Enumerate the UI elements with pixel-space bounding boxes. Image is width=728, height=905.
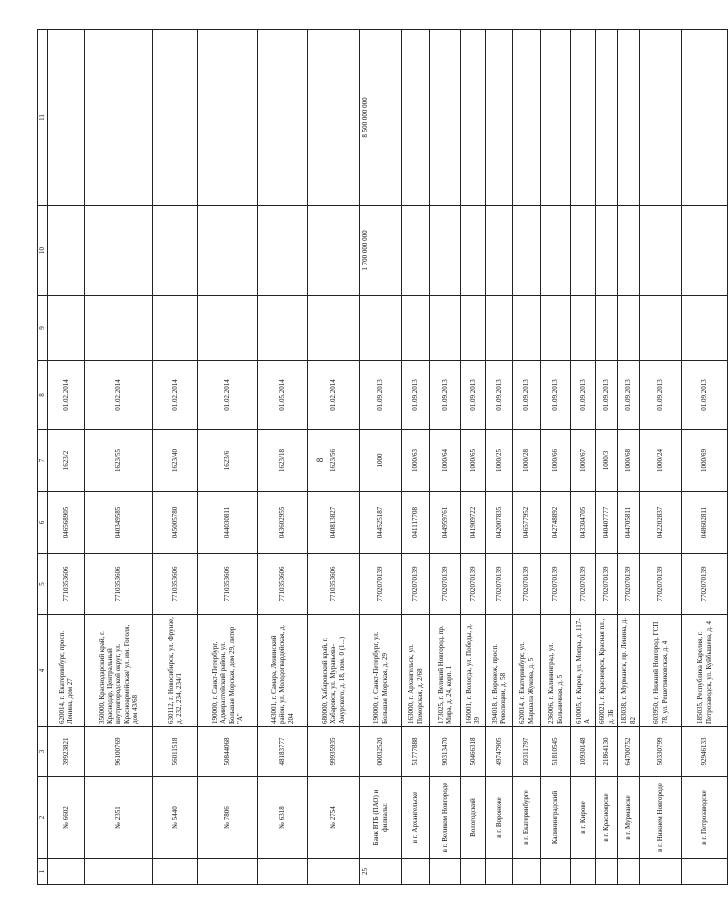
branch-name-cell: № 2351 [85, 777, 153, 859]
address-cell: 660021, г. Красноярск, Красная пл., д. 3Б [596, 615, 618, 727]
date-cell: 01.09.2013 [430, 361, 461, 430]
address-cell: 630112, г. Новосибирск, ул. Фрунзе, д. 232, 234, 234/1 [153, 615, 198, 727]
bik-cell: 045005780 [153, 492, 198, 554]
column-number-4: 4 [38, 615, 48, 727]
limit-cell [153, 30, 198, 206]
amount-cell [430, 206, 461, 296]
code-cell: 39923821 [48, 727, 85, 777]
branch-name-cell: в г. Екатеринбурге [513, 777, 541, 859]
branch-name-cell: в г. Мурманске [618, 777, 640, 859]
code-cell: 51777888 [402, 727, 430, 777]
row-number-cell [618, 859, 640, 885]
address-cell: 620014, г. Екатеринбург, ул. Маршала Жукова, д. 5 [513, 615, 541, 727]
date-cell: 01.09.2013 [461, 361, 486, 430]
column-number-5: 5 [38, 554, 48, 615]
col9-cell [430, 296, 461, 361]
bik-cell: 042202837 [640, 492, 682, 554]
bik-cell: 043602955 [258, 492, 308, 554]
table-row [486, 30, 513, 885]
limit-cell [461, 30, 486, 206]
bik-cell: 048602811 [682, 492, 728, 554]
limit-cell [48, 30, 85, 206]
bik-cell: 044959761 [430, 492, 461, 554]
limit-cell [430, 30, 461, 206]
rotated-page [37, 30, 713, 885]
amount-cell [640, 206, 682, 296]
date-cell: 01.09.2013 [596, 361, 618, 430]
address-cell: 173025, г. Великий Новгород, пр. Мира, д. 24, корп. 1 [430, 615, 461, 727]
address-cell: 394018, г. Воронеж, просп. Революции, д. 58 [486, 615, 513, 727]
branch-name-cell: № 2754 [308, 777, 360, 859]
bik-cell: 044525187 [360, 492, 402, 554]
limit-cell [682, 30, 728, 206]
code-cell: 50330799 [640, 727, 682, 777]
col9-cell [682, 296, 728, 361]
column-number-7: 7 [38, 430, 48, 492]
table-row [513, 30, 541, 885]
amount-cell [308, 206, 360, 296]
bik-cell: 041117708 [402, 492, 430, 554]
limit-cell [308, 30, 360, 206]
limit-cell [541, 30, 571, 206]
branch-name-cell: в г. Архангельске [402, 777, 430, 859]
col9-cell [596, 296, 618, 361]
reg-number-cell: 1000/25 [486, 430, 513, 492]
date-cell: 01.09.2013 [618, 361, 640, 430]
date-cell: 01.05.2014 [258, 361, 308, 430]
inn-cell: 7702070139 [402, 554, 430, 615]
row-number-cell [153, 859, 198, 885]
col9-cell [153, 296, 198, 361]
table-row [618, 30, 640, 885]
table-row [640, 30, 682, 885]
amount-cell [682, 206, 728, 296]
column-number-3: 3 [38, 727, 48, 777]
inn-cell: 7702070139 [640, 554, 682, 615]
code-cell: 48183777 [258, 727, 308, 777]
bik-cell: 042007835 [486, 492, 513, 554]
row-number-cell [513, 859, 541, 885]
row-number-cell [682, 859, 728, 885]
date-cell: 01.09.2013 [486, 361, 513, 430]
branch-name-cell: № 5440 [153, 777, 198, 859]
date-cell: 01.09.2013 [640, 361, 682, 430]
date-cell: 01.09.2013 [402, 361, 430, 430]
reg-number-cell: 1000/28 [513, 430, 541, 492]
col9-cell [258, 296, 308, 361]
col9-cell [571, 296, 596, 361]
column-number-2: 2 [38, 777, 48, 859]
code-cell: 50311797 [513, 727, 541, 777]
code-cell: 56011518 [153, 727, 198, 777]
limit-cell [258, 30, 308, 206]
limit-cell [596, 30, 618, 206]
branch-name-cell: Банк ВТБ (ПАО) и филиалы: [360, 777, 402, 859]
code-cell: 92946133 [682, 727, 728, 777]
col9-cell [85, 296, 153, 361]
row-number-cell [461, 859, 486, 885]
table-row [258, 30, 308, 885]
row-number-cell [486, 859, 513, 885]
column-number-1: 1 [38, 859, 48, 885]
bik-cell: 040407777 [596, 492, 618, 554]
inn-cell: 7702070139 [541, 554, 571, 615]
row-number-cell [198, 859, 258, 885]
inn-cell: 7710353606 [258, 554, 308, 615]
bik-cell: 044705811 [618, 492, 640, 554]
col9-cell [461, 296, 486, 361]
amount-cell [258, 206, 308, 296]
amount-cell [85, 206, 153, 296]
bik-cell: 040813827 [308, 492, 360, 554]
col9-cell [640, 296, 682, 361]
table-row [596, 30, 618, 885]
reg-number-cell: 1000/24 [640, 430, 682, 492]
date-cell: 01.02.2014 [308, 361, 360, 430]
row-number-cell [308, 859, 360, 885]
date-cell: 01.09.2013 [571, 361, 596, 430]
reg-number-cell: 1000/65 [461, 430, 486, 492]
inn-cell: 7702070139 [486, 554, 513, 615]
table-row [308, 30, 360, 885]
amount-cell [541, 206, 571, 296]
inn-cell: 7702070139 [430, 554, 461, 615]
branch-name-cell: № 6318 [258, 777, 308, 859]
column-number-6: 6 [38, 492, 48, 554]
inn-cell: 7710353606 [85, 554, 153, 615]
column-number-10: 10 [38, 206, 48, 296]
code-cell: 49747905 [486, 727, 513, 777]
amount-cell [618, 206, 640, 296]
date-cell: 01.02.2014 [153, 361, 198, 430]
column-number-row [38, 30, 48, 885]
inn-cell: 7702070139 [682, 554, 728, 615]
row-number-cell [48, 859, 85, 885]
amount-cell [571, 206, 596, 296]
code-cell: 99935935 [308, 727, 360, 777]
address-cell: 350000, Краснодарский край, г. Краснодар, Центральный внутригородской округ, ул. Красноармейская/ ул. им. Гоголя, дом 43/68 [85, 615, 153, 727]
reg-number-cell: 1000/64 [430, 430, 461, 492]
col9-cell [360, 296, 402, 361]
table-row [461, 30, 486, 885]
limit-cell [618, 30, 640, 206]
column-number-8: 8 [38, 361, 48, 430]
reg-number-cell: 1623/56 [308, 430, 360, 492]
date-cell: 01.09.2013 [682, 361, 728, 430]
limit-cell [513, 30, 541, 206]
address-cell: 190000, г. Санкт-Петербург, ул. Большая Морская, д. 29 [360, 615, 402, 727]
column-number-9: 9 [38, 296, 48, 361]
date-cell: 01.02.2014 [198, 361, 258, 430]
address-cell: 190000, г. Санкт-Петербург, Адмиралтейский район, ул. Большая Морская, дом 29, литер "А" [198, 615, 258, 727]
table-row [571, 30, 596, 885]
limit-cell [402, 30, 430, 206]
row-number-cell [258, 859, 308, 885]
reg-number-cell: 1000/63 [402, 430, 430, 492]
address-cell: 236006, г. Калининград, ул. Больничная, д. 5 [541, 615, 571, 727]
code-cell: 51810545 [541, 727, 571, 777]
reg-number-cell: 1000/68 [618, 430, 640, 492]
branch-name-cell: в г. Петрозаводске [682, 777, 728, 859]
col9-cell [198, 296, 258, 361]
table-row [85, 30, 153, 885]
branch-name-cell: № 6602 [48, 777, 85, 859]
table-row [48, 30, 85, 885]
date-cell: 01.09.2013 [541, 361, 571, 430]
amount-cell [596, 206, 618, 296]
amount-cell [402, 206, 430, 296]
date-cell: 01.09.2013 [360, 361, 402, 430]
code-cell: 21864130 [596, 727, 618, 777]
reg-number-cell: 1623/2 [48, 430, 85, 492]
limit-cell: 8 500 000 000 [360, 30, 402, 206]
branch-name-cell: в г. Красноярске [596, 777, 618, 859]
table-row [682, 30, 728, 885]
code-cell: 90313470 [430, 727, 461, 777]
inn-cell: 7710353606 [153, 554, 198, 615]
branch-name-cell: в г. Кирове [571, 777, 596, 859]
reg-number-cell: 1000 [360, 430, 402, 492]
branch-name-cell: Калининградский [541, 777, 571, 859]
inn-cell: 7702070139 [571, 554, 596, 615]
address-cell: 185035, Республика Карелия, г. Петрозаводск, ул. Куйбышева, д. 4 [682, 615, 728, 727]
address-cell: 603950, г. Нижний Новгород, ГСП 78, ул. Решетниковская, д. 4 [640, 615, 682, 727]
limit-cell [571, 30, 596, 206]
col9-cell [48, 296, 85, 361]
row-number-cell: 25 [360, 859, 402, 885]
inn-cell: 7710353606 [48, 554, 85, 615]
amount-cell [513, 206, 541, 296]
amount-cell [153, 206, 198, 296]
reg-number-cell: 1000/3 [596, 430, 618, 492]
reg-number-cell: 1623/18 [258, 430, 308, 492]
inn-cell: 7702070139 [461, 554, 486, 615]
reg-number-cell: 1000/67 [571, 430, 596, 492]
table-row [198, 30, 258, 885]
amount-cell: 1 700 000 000 [360, 206, 402, 296]
bik-cell: 041909722 [461, 492, 486, 554]
row-number-cell [85, 859, 153, 885]
date-cell: 01.02.2014 [48, 361, 85, 430]
inn-cell: 7702070139 [360, 554, 402, 615]
bank-registry-table [37, 29, 728, 885]
reg-number-cell: 1623/6 [198, 430, 258, 492]
inn-cell: 7702070139 [596, 554, 618, 615]
amount-cell [198, 206, 258, 296]
table-row [360, 30, 402, 885]
reg-number-cell: 1000/69 [682, 430, 728, 492]
table-row [430, 30, 461, 885]
table-row [153, 30, 198, 885]
row-number-cell [402, 859, 430, 885]
inn-cell: 7702070139 [513, 554, 541, 615]
limit-cell [85, 30, 153, 206]
col9-cell [541, 296, 571, 361]
code-cell: 50466318 [461, 727, 486, 777]
row-number-cell [541, 859, 571, 885]
table-row [402, 30, 430, 885]
code-cell: 10930148 [571, 727, 596, 777]
table-row [541, 30, 571, 885]
address-cell: 183038, г. Мурманск, пр. Ленина, д. 82 [618, 615, 640, 727]
table-body [48, 30, 728, 885]
code-cell: 00032520 [360, 727, 402, 777]
address-cell: 163000, г. Архангельск, ул. Поморская, д. 2/68 [402, 615, 430, 727]
col9-cell [486, 296, 513, 361]
inn-cell: 7702070139 [618, 554, 640, 615]
col9-cell [513, 296, 541, 361]
address-cell: 620014, г. Екатеринбург, просп. Ленина, дом 27 [48, 615, 85, 727]
code-cell: 64700752 [618, 727, 640, 777]
limit-cell [640, 30, 682, 206]
date-cell: 01.09.2013 [513, 361, 541, 430]
col9-cell [618, 296, 640, 361]
page-number: 8 [315, 457, 325, 463]
address-cell: 680000, Хабаровский край, г. Хабаровск, ул. Муравьева-Амурского, д. 18, пом. 0 (1...) [308, 615, 360, 727]
bik-cell: 046568905 [48, 492, 85, 554]
row-number-cell [640, 859, 682, 885]
bik-cell: 042748892 [541, 492, 571, 554]
limit-cell [486, 30, 513, 206]
branch-name-cell: в г. Великом Новгороде [430, 777, 461, 859]
inn-cell: 7710353606 [198, 554, 258, 615]
address-cell: 610005, г. Киров, ул. Мопра, д. 117-А [571, 615, 596, 727]
branch-name-cell: № 7806 [198, 777, 258, 859]
reg-number-cell: 1000/66 [541, 430, 571, 492]
row-number-cell [430, 859, 461, 885]
row-number-cell [571, 859, 596, 885]
amount-cell [461, 206, 486, 296]
code-cell: 50844068 [198, 727, 258, 777]
column-number-11: 11 [38, 30, 48, 206]
inn-cell: 7710353606 [308, 554, 360, 615]
amount-cell [486, 206, 513, 296]
bik-cell: 044030811 [198, 492, 258, 554]
address-cell: 443001, г. Самара, Ленинский район, ул. Молодогвардейская, д. 204 [258, 615, 308, 727]
col9-cell [402, 296, 430, 361]
amount-cell [48, 206, 85, 296]
reg-number-cell: 1623/55 [85, 430, 153, 492]
date-cell: 01.02.2014 [85, 361, 153, 430]
bik-cell: 046577952 [513, 492, 541, 554]
address-cell: 160001, г. Вологда, ул. Победы, д. 39 [461, 615, 486, 727]
row-number-cell [596, 859, 618, 885]
branch-name-cell: в г. Нижнем Новгороде [640, 777, 682, 859]
limit-cell [198, 30, 258, 206]
bik-cell: 043304705 [571, 492, 596, 554]
branch-name-cell: Вологодский [461, 777, 486, 859]
branch-name-cell: в г. Воронеже [486, 777, 513, 859]
reg-number-cell: 1623/40 [153, 430, 198, 492]
bik-cell: 040349585 [85, 492, 153, 554]
col9-cell [308, 296, 360, 361]
code-cell: 96100769 [85, 727, 153, 777]
